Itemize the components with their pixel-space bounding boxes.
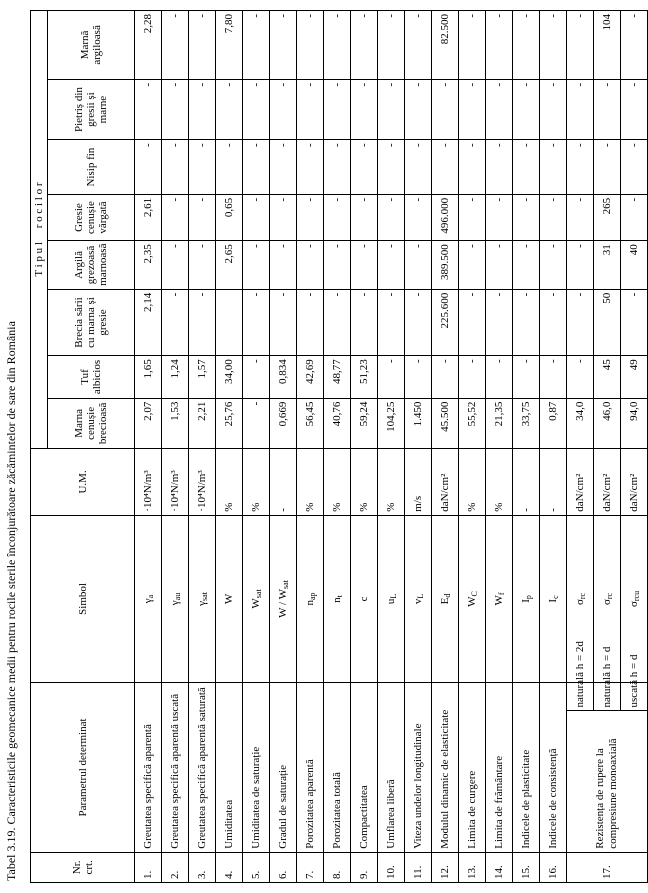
symbol-cell	[216, 515, 243, 683]
symbol-text: W	[222, 593, 235, 605]
unit-cell: %	[459, 449, 486, 516]
value-cell: -	[513, 11, 540, 80]
symbol-subscript: t	[334, 595, 344, 598]
value-cell: -	[513, 140, 540, 194]
value-cell: 34,0	[567, 398, 594, 448]
value-cell: 0,834	[270, 356, 297, 398]
value-cell: -	[351, 79, 378, 140]
symbol-text: v	[411, 598, 424, 605]
symbol-subscript: f	[496, 592, 506, 596]
value-cell: -	[162, 140, 189, 194]
value-cell: -	[513, 194, 540, 240]
value-cell: -	[486, 356, 513, 398]
value-cell: 1,65	[135, 356, 162, 398]
rock-header: Marna cenușie brecioasă	[48, 398, 135, 448]
table-row	[351, 11, 378, 883]
symbol-cell	[486, 515, 513, 683]
condition-label: naturală h = d	[594, 683, 621, 711]
value-cell: -	[540, 356, 567, 398]
value-cell: -	[459, 140, 486, 194]
rock-header: Argilă grezoasă marnoasă	[48, 241, 135, 289]
value-cell: -	[567, 194, 594, 240]
value-cell: -	[243, 398, 270, 448]
symbol-subscript: L	[388, 593, 398, 599]
value-cell: -	[621, 11, 648, 80]
row-number: 13.	[459, 852, 486, 882]
header-simbol: Simbol	[31, 515, 135, 683]
value-cell: 48,77	[324, 356, 351, 398]
unit-cell: -	[513, 449, 540, 516]
row-number: 4.	[216, 852, 243, 882]
value-cell: -	[567, 356, 594, 398]
table-row	[486, 11, 513, 883]
symbol-subscript: ap	[307, 592, 317, 600]
value-cell: 59,24	[351, 398, 378, 448]
value-cell: -	[621, 140, 648, 194]
unit-cell: m/s	[405, 449, 432, 516]
value-cell: -	[270, 289, 297, 356]
value-cell: 50	[594, 289, 621, 356]
header-nr: Nr. crt.	[31, 852, 135, 882]
value-cell: 0,87	[540, 398, 567, 448]
row-number: 15.	[513, 852, 540, 882]
row-number: 8.	[324, 852, 351, 882]
value-cell: -	[513, 241, 540, 289]
symbol-text: W	[465, 596, 478, 607]
value-cell: -	[405, 11, 432, 80]
value-cell: -	[243, 79, 270, 140]
header-tipul-rocilor: T i p u l r o c i l o r	[31, 11, 48, 449]
unit-cell: -	[540, 449, 567, 516]
symbol-cell	[378, 515, 405, 683]
symbol-text: σ	[600, 599, 613, 606]
parameter-name: Indicele de consistență	[540, 683, 567, 853]
value-cell: -	[621, 289, 648, 356]
row-number: 10.	[378, 852, 405, 882]
parameter-name: Greutatea specifică aparentă saturată	[189, 683, 216, 853]
value-cell: -	[297, 289, 324, 356]
symbol-text: I	[546, 598, 559, 603]
value-cell: -	[351, 194, 378, 240]
value-cell: -	[567, 11, 594, 80]
value-cell: 389.500	[432, 241, 459, 289]
table-row	[216, 11, 243, 883]
parameter-name: Limita de frământare	[486, 683, 513, 853]
table-row	[189, 11, 216, 883]
value-cell: 40	[621, 241, 648, 289]
value-cell: -	[594, 140, 621, 194]
unit-cell: daN/cm²	[567, 449, 594, 516]
value-cell: -	[405, 356, 432, 398]
value-cell: 42,69	[297, 356, 324, 398]
value-cell: -	[270, 79, 297, 140]
value-cell: 40,76	[324, 398, 351, 448]
value-cell: -	[513, 356, 540, 398]
unit-cell: ·10⁴N/m³	[189, 449, 216, 516]
symbol-cell	[243, 515, 270, 683]
symbol-text: σ	[627, 601, 640, 608]
value-cell: -	[432, 356, 459, 398]
value-cell: -	[243, 11, 270, 80]
geomechanical-table	[30, 10, 648, 883]
value-cell: 94,0	[621, 398, 648, 448]
value-cell: -	[405, 194, 432, 240]
symbol-cell	[270, 515, 297, 683]
value-cell: -	[189, 140, 216, 194]
rock-header: Gresie cenușie vărgată	[48, 194, 135, 240]
value-cell: 2,65	[216, 241, 243, 289]
value-cell: 2,61	[135, 194, 162, 240]
value-cell: -	[297, 11, 324, 80]
value-cell: 34,00	[216, 356, 243, 398]
value-cell: -	[324, 194, 351, 240]
symbol-cell	[513, 515, 540, 683]
value-cell: 45	[594, 356, 621, 398]
value-cell: -	[243, 241, 270, 289]
row-number: 5.	[243, 852, 270, 882]
unit-cell: daN/cm²	[432, 449, 459, 516]
value-cell: -	[324, 241, 351, 289]
value-cell: -	[270, 11, 297, 80]
value-cell: 33,75	[513, 398, 540, 448]
value-cell: 104,25	[378, 398, 405, 448]
symbol-subscript: rc	[604, 592, 614, 600]
value-cell: -	[324, 11, 351, 80]
value-cell: 49	[621, 356, 648, 398]
value-cell: -	[459, 194, 486, 240]
symbol-cell	[351, 515, 378, 683]
parameter-name: Porozitatea totală	[324, 683, 351, 853]
value-cell: -	[486, 194, 513, 240]
rock-header: Tuf albicios	[48, 356, 135, 398]
value-cell: -	[189, 79, 216, 140]
symbol-cell	[459, 515, 486, 683]
parameter-name: Umflarea liberă	[378, 683, 405, 853]
value-cell: -	[405, 79, 432, 140]
table-row	[432, 11, 459, 883]
value-cell: -	[459, 11, 486, 80]
value-cell: -	[378, 79, 405, 140]
value-cell: -	[540, 289, 567, 356]
value-cell: 46,0	[594, 398, 621, 448]
symbol-text: γ	[195, 600, 208, 606]
rock-header: Brecia sării cu marna și gresie	[48, 289, 135, 356]
value-cell: -	[486, 140, 513, 194]
value-cell: 55,52	[459, 398, 486, 448]
value-cell: 2,07	[135, 398, 162, 448]
symbol-cell	[189, 515, 216, 683]
value-cell: -	[432, 79, 459, 140]
symbol-subscript: a	[145, 594, 155, 599]
value-cell: -	[459, 241, 486, 289]
value-cell: 7,80	[216, 11, 243, 80]
value-cell: -	[270, 140, 297, 194]
value-cell: -	[513, 289, 540, 356]
value-cell: -	[324, 79, 351, 140]
value-cell: -	[486, 79, 513, 140]
rock-header: Marnă argiloasă	[48, 11, 135, 80]
symbol-text: W	[249, 598, 262, 609]
value-cell: -	[486, 11, 513, 80]
value-cell: 2,28	[135, 11, 162, 80]
value-cell: 496.000	[432, 194, 459, 240]
value-cell: -	[297, 79, 324, 140]
value-cell: -	[216, 140, 243, 194]
value-cell: 0,65	[216, 194, 243, 240]
value-cell: -	[459, 289, 486, 356]
value-cell: -	[540, 241, 567, 289]
value-cell: -	[243, 194, 270, 240]
row-number: 12.	[432, 852, 459, 882]
symbol-text: c	[357, 596, 370, 602]
value-cell: -	[135, 79, 162, 140]
value-cell: -	[567, 79, 594, 140]
value-cell: -	[405, 289, 432, 356]
value-cell: -	[378, 289, 405, 356]
value-cell: -	[540, 11, 567, 80]
unit-cell: %	[243, 449, 270, 516]
table-row	[567, 11, 594, 883]
value-cell: -	[297, 241, 324, 289]
value-cell: -	[594, 79, 621, 140]
table-row	[459, 11, 486, 883]
unit-cell: daN/cm²	[594, 449, 621, 516]
symbol-cell	[405, 515, 432, 683]
value-cell: -	[486, 241, 513, 289]
value-cell: -	[189, 11, 216, 80]
value-cell: -	[162, 11, 189, 80]
symbol-subscript: L	[415, 593, 425, 599]
value-cell: 2,21	[189, 398, 216, 448]
value-cell: -	[189, 194, 216, 240]
parameter-name: Porozitatea aparentă	[297, 683, 324, 853]
value-cell: -	[216, 79, 243, 140]
value-cell: -	[162, 194, 189, 240]
symbol-text: u	[384, 598, 397, 605]
value-cell: -	[540, 194, 567, 240]
symbol-subscript: p	[523, 595, 533, 600]
value-cell: -	[351, 11, 378, 80]
value-cell: -	[540, 79, 567, 140]
value-cell: -	[243, 140, 270, 194]
value-cell: -	[621, 79, 648, 140]
value-cell: -	[297, 140, 324, 194]
value-cell: -	[621, 194, 648, 240]
unit-cell: ·10⁴N/m³	[162, 449, 189, 516]
header-um: U.M.	[31, 449, 135, 516]
parameter-name: Indicele de plasticitate	[513, 683, 540, 853]
table-row	[270, 11, 297, 883]
value-cell: -	[567, 289, 594, 356]
parameter-name: Greutatea specifică aparentă	[135, 683, 162, 853]
value-cell: 25,76	[216, 398, 243, 448]
symbol-subscript: rc	[577, 592, 587, 600]
parameter-name: Compactitatea	[351, 683, 378, 853]
parameter-name: Greutatea specifică aparentă uscată	[162, 683, 189, 853]
symbol-cell	[297, 515, 324, 683]
symbol-cell	[324, 515, 351, 683]
table-row	[405, 11, 432, 883]
unit-cell: daN/cm²	[621, 449, 648, 516]
value-cell: -	[459, 356, 486, 398]
condition-label: naturală h = 2d	[567, 683, 594, 711]
symbol-subscript: d	[442, 593, 452, 598]
value-cell: -	[324, 140, 351, 194]
symbol-subscript: C	[469, 591, 479, 597]
value-cell: 82.500	[432, 11, 459, 80]
table-row	[513, 11, 540, 883]
value-cell: -	[378, 241, 405, 289]
table-row	[297, 11, 324, 883]
value-cell: -	[162, 241, 189, 289]
symbol-text: W	[492, 595, 505, 606]
value-cell: -	[270, 241, 297, 289]
value-cell: -	[297, 194, 324, 240]
symbol-subscript: au	[172, 592, 182, 601]
rock-header: Pietriș din gresii și marne	[48, 79, 135, 140]
value-cell: -	[540, 140, 567, 194]
table-row	[162, 11, 189, 883]
value-cell: 1,24	[162, 356, 189, 398]
symbol-text: n	[303, 600, 316, 606]
table-row	[324, 11, 351, 883]
value-cell: -	[513, 79, 540, 140]
table-row	[243, 11, 270, 883]
value-cell: -	[378, 11, 405, 80]
unit-cell: %	[216, 449, 243, 516]
value-cell: -	[459, 79, 486, 140]
value-cell: -	[162, 79, 189, 140]
value-cell: 0,669	[270, 398, 297, 448]
row-number: 6.	[270, 852, 297, 882]
table-row	[135, 11, 162, 883]
value-cell: -	[567, 241, 594, 289]
unit-cell: ·10⁴N/m³	[135, 449, 162, 516]
value-cell: 225.600	[432, 289, 459, 356]
value-cell	[216, 289, 243, 356]
symbol-text: I	[519, 599, 532, 603]
value-cell: 21,35	[486, 398, 513, 448]
value-cell: -	[243, 289, 270, 356]
value-cell: -	[135, 140, 162, 194]
value-cell: -	[432, 140, 459, 194]
value-cell: -	[405, 241, 432, 289]
unit-cell: %	[351, 449, 378, 516]
parameter-name: Limita de curgere	[459, 683, 486, 853]
value-cell: -	[351, 289, 378, 356]
symbol-subscript: rcu	[631, 590, 641, 602]
value-cell: -	[351, 241, 378, 289]
header-param: Parametrul determinat	[31, 683, 135, 853]
row-number: 1.	[135, 852, 162, 882]
value-cell: -	[378, 356, 405, 398]
unit-cell: %	[297, 449, 324, 516]
row-number: 16.	[540, 852, 567, 882]
value-cell: -	[351, 140, 378, 194]
value-cell: 1,53	[162, 398, 189, 448]
symbol-subscript: sat	[280, 580, 290, 589]
parameter-name: Viteza undelor longitudinale	[405, 683, 432, 853]
unit-cell: %	[378, 449, 405, 516]
parameter-name: Rezistența de rupere la compresiune monoaxială	[567, 711, 648, 852]
value-cell: -	[189, 289, 216, 356]
value-cell: -	[378, 140, 405, 194]
symbol-text: γ	[168, 600, 181, 606]
row-number: 9.	[351, 852, 378, 882]
symbol-text: γ	[141, 598, 154, 604]
symbol-cell	[135, 515, 162, 683]
value-cell: -	[324, 289, 351, 356]
symbol-cell	[162, 515, 189, 683]
row-number: 17.	[567, 852, 648, 882]
parameter-name: Modulul dinamic de elasticitate	[432, 683, 459, 853]
symbol-cell	[432, 515, 459, 683]
symbol-text: σ	[573, 599, 586, 606]
value-cell: -	[243, 356, 270, 398]
rock-header: Nisip fin	[48, 140, 135, 194]
value-cell: 265	[594, 194, 621, 240]
symbol-subscript: sat	[253, 589, 263, 599]
value-cell: -	[567, 140, 594, 194]
table-row	[540, 11, 567, 883]
unit-cell: -	[270, 449, 297, 516]
unit-cell: %	[486, 449, 513, 516]
symbol-text: n	[330, 597, 343, 603]
symbol-text: E	[438, 597, 451, 605]
value-cell: 1,57	[189, 356, 216, 398]
row-number: 11.	[405, 852, 432, 882]
value-cell: -	[486, 289, 513, 356]
parameter-name: Gradul de saturație	[270, 683, 297, 853]
row-number: 7.	[297, 852, 324, 882]
value-cell: -	[189, 241, 216, 289]
value-cell: 104	[594, 11, 621, 80]
value-cell: 31	[594, 241, 621, 289]
value-cell: -	[378, 194, 405, 240]
value-cell: 45.500	[432, 398, 459, 448]
value-cell: 1.450	[405, 398, 432, 448]
value-cell: 2,35	[135, 241, 162, 289]
symbol-subscript: c	[550, 595, 560, 599]
value-cell: 2,14	[135, 289, 162, 356]
value-cell: -	[405, 140, 432, 194]
row-number: 3.	[189, 852, 216, 882]
table-caption: Tabel 3.19. Caracteristicile geomecanice medii pentru rocile sterile înconjurătoare zăcămintelor de sare din România	[4, 321, 18, 881]
row-number: 2.	[162, 852, 189, 882]
symbol-text: W / W	[276, 588, 289, 618]
symbol-cell	[540, 515, 567, 683]
value-cell: 56,45	[297, 398, 324, 448]
value-cell: -	[270, 194, 297, 240]
value-cell: -	[162, 289, 189, 356]
symbol-subscript: sat	[199, 592, 209, 601]
parameter-name: Umiditatea de saturație	[243, 683, 270, 853]
table-row	[378, 11, 405, 883]
value-cell: 51,23	[351, 356, 378, 398]
condition-label: uscată h = d	[621, 683, 648, 711]
row-number: 14.	[486, 852, 513, 882]
parameter-name: Umiditatea	[216, 683, 243, 853]
unit-cell: %	[324, 449, 351, 516]
